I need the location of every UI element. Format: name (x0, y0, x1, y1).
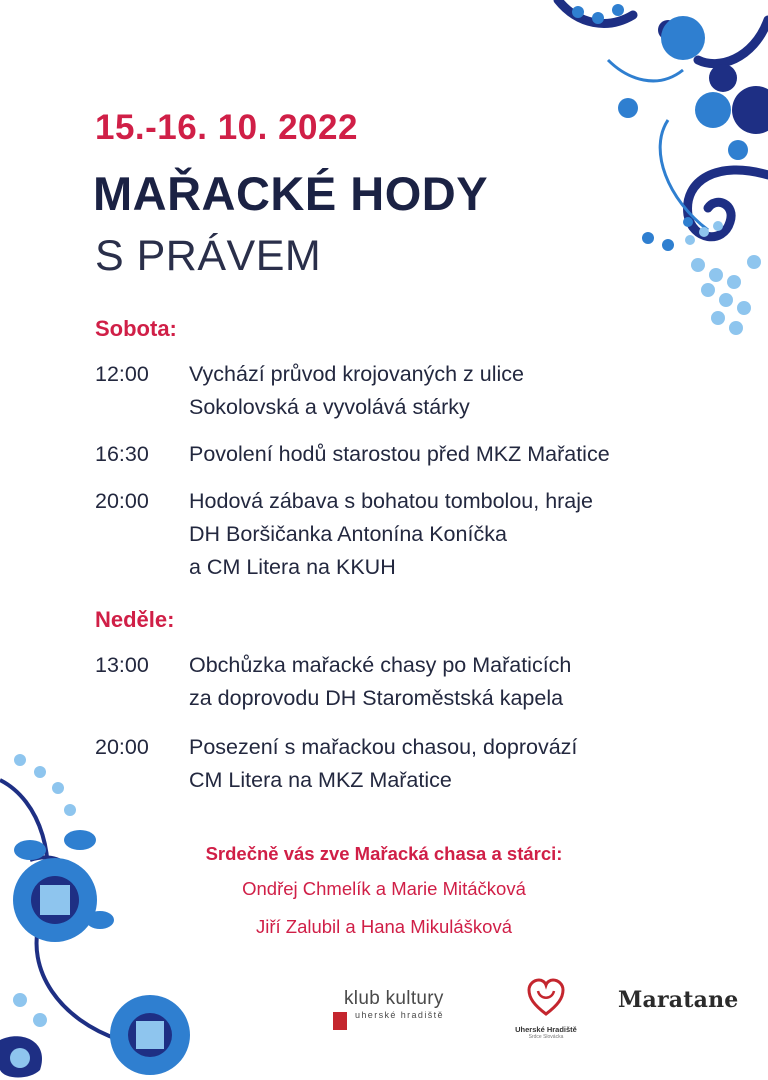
schedule-line: Hodová zábava s bohatou tombolou, hraje (189, 489, 593, 513)
invitation-heading: Srdečně vás zve Mařacká chasa a stárci: (205, 843, 563, 864)
schedule-description (189, 438, 729, 471)
schedule-line: Vychází průvod krojovaných z ulice (189, 362, 525, 386)
logo-uherske-hradiste-label: Uherské Hradiště (515, 1025, 577, 1034)
schedule-time: 13:00 (95, 653, 149, 677)
klub-kultury-mark-icon (333, 1012, 347, 1030)
schedule-line: Sokolovská a vyvolává stárky (189, 395, 470, 419)
schedule-time: 20:00 (95, 489, 149, 513)
schedule-line: CM Litera na MKZ Mařatice (189, 768, 452, 792)
schedule-time: 12:00 (95, 362, 149, 386)
day-label-sunday: Neděle: (95, 607, 175, 632)
schedule-line: za doprovodu DH Staroměstská kapela (189, 686, 564, 710)
logo-uherske-hradiste (505, 978, 587, 1040)
event-date: 15.-16. 10. 2022 (95, 108, 358, 147)
day-label-saturday: Sobota: (95, 316, 177, 341)
schedule-line: Posezení s mařackou chasou, doprovází (189, 735, 578, 759)
schedule-description (189, 485, 729, 584)
schedule-time: 20:00 (95, 735, 149, 759)
schedule-description (189, 649, 729, 715)
schedule-description (189, 358, 729, 424)
folk-ornament-top-right-icon (468, 0, 768, 360)
invitation-names: Jiří Zalubil a Hana Mikulášková (255, 916, 513, 937)
schedule-line: a CM Litera na KKUH (189, 555, 396, 579)
logo-maratane: Maratane (618, 987, 739, 1013)
event-title: MAŘACKÉ HODY (93, 167, 489, 220)
event-subtitle: S PRÁVEM (95, 232, 322, 280)
schedule-line: Obchůzka mařacké chasy po Mařaticích (189, 653, 572, 677)
logo-uherske-hradiste-sub: Srdce Slovácka (528, 1034, 564, 1040)
schedule-line: DH Boršičanka Antonína Koníčka (189, 522, 507, 546)
schedule-line: Povolení hodů starostou před MKZ Mařatice (189, 442, 610, 466)
logo-klub-kultury-title: klub kultury (344, 988, 444, 1009)
invitation-names: Ondřej Chmelík a Marie Mitáčková (242, 878, 526, 899)
heart-logo-icon (526, 978, 566, 1018)
logo-klub-kultury-subtitle: uherské hradiště (355, 1010, 444, 1020)
schedule-description (189, 731, 729, 797)
schedule-time: 16:30 (95, 442, 149, 466)
